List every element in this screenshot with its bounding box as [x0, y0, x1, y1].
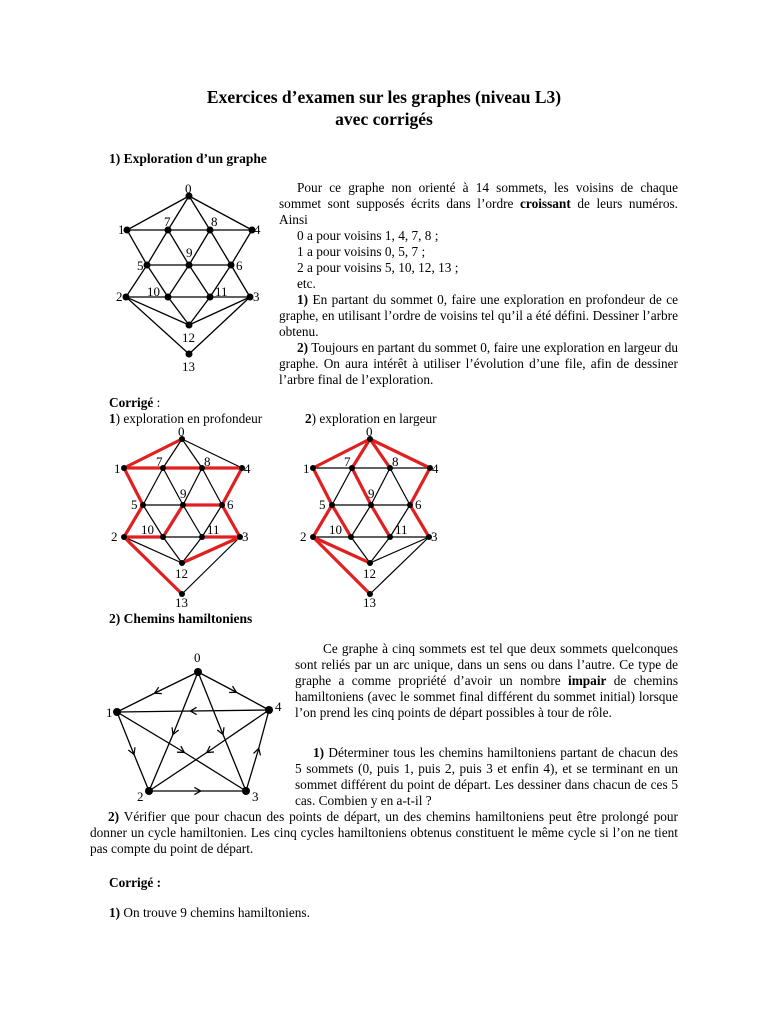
page-subtitle: avec corrigés: [335, 109, 433, 129]
vertex-label: 6: [236, 258, 243, 273]
vertex-label: 10: [329, 522, 342, 537]
vertex-label: 13: [175, 595, 188, 609]
vertex-label: 11: [395, 522, 408, 537]
vertex-label: 1: [114, 461, 121, 476]
vertex-label: 3: [242, 529, 249, 544]
question-2: 2) Toujours en partant du sommet 0, faire une exploration en largeur du graphe. On aura intérêt à utiliser l’évolution d’une file, afin de dessiner l’arbre final de l’exploration.: [279, 340, 678, 387]
question-1: 1) En partant du sommet 0, faire une exploration en profondeur de ce graphe, en utilisant l’ordre de voisins tel qu’il a été défini. Dessiner l’arbre obtenu.: [279, 292, 678, 339]
corrige2-label: Corrigé :: [109, 875, 162, 890]
vertex-label: 9: [368, 486, 375, 501]
vertex-label: 1: [106, 705, 113, 720]
vertex-label: 9: [186, 245, 193, 260]
vertex-label: 10: [147, 284, 160, 299]
vertex-label: 0: [178, 424, 185, 439]
vertex-label: 0: [194, 650, 201, 665]
vertex-label: 5: [319, 497, 326, 512]
section2-heading: 2) Chemins hamiltoniens: [109, 611, 253, 626]
neighbors-etc: etc.: [297, 276, 316, 291]
bfs-graph-figure: [296, 424, 446, 609]
vertex-label: 3: [431, 529, 438, 544]
tournament-arcs: [117, 672, 269, 791]
section2-intro: Ce graphe à cinq sommets est tel que deux sommets quelconques sont reliés par un arc unique, dans un sens ou dans l’autre. Ce type de graphe a comme propriété d’avoir un nombre impair de chemins hamiltoniens (avec le sommet final différent du sommet initial) lorsque l’on prend les cinq points de départ possibles à tour de rôle.: [295, 641, 678, 720]
section1-heading: 1) Exploration d’un graphe: [109, 151, 267, 166]
dfs-graph-figure: [105, 424, 255, 609]
vertex-label: 7: [344, 454, 351, 469]
vertex-label: 8: [392, 454, 399, 469]
vertex-label: 11: [215, 284, 228, 299]
vertex-label: 2: [137, 789, 144, 804]
vertex-label: 5: [131, 497, 138, 512]
neighbors-0: 0 a pour voisins 1, 4, 7, 8 ;: [297, 228, 439, 243]
vertex-label: 1: [303, 461, 310, 476]
vertex-label: 5: [137, 258, 144, 273]
vertex-label: 12: [175, 566, 188, 581]
tournament-graph-figure: [105, 645, 290, 805]
corrige-label: Corrigé :: [109, 395, 161, 410]
vertex-label: 0: [185, 181, 192, 196]
section2-question-1: 1) Déterminer tous les chemins hamiltoniens partant de chacun des 5 sommets (0, puis 1, puis 2, puis 3 et enfin 4), et se terminant en un sommet différent du point de départ. Les dessiner dans chacun de ces 5 cas. Combien y en a-t-il ?: [295, 745, 678, 808]
vertex-label: 11: [207, 522, 220, 537]
vertex-label: 12: [363, 566, 376, 581]
neighbors-1: 1 a pour voisins 0, 5, 7 ;: [297, 244, 426, 259]
neighbors-2: 2 a pour voisins 5, 10, 12, 13 ;: [297, 260, 459, 275]
vertex-label: 3: [252, 789, 259, 804]
section1-text: [279, 180, 678, 388]
vertex-label: 6: [415, 497, 422, 512]
vertex-label: 4: [244, 461, 251, 476]
vertex-label: 3: [253, 289, 260, 304]
section2-question-2: 2) Vérifier que pour chacun des points de départ, un des chemins hamiltoniens peut être prolongé pour donner un cycle hamiltonien. Les cinq cycles hamiltoniens obtenus constituent le même cycle si l’on ne tient pas compte du point de départ.: [90, 809, 678, 856]
graph-figure: [100, 172, 280, 382]
tournament-vertices: [113, 668, 273, 795]
vertex-label: 8: [211, 214, 218, 229]
vertex-label: 8: [204, 454, 211, 469]
answer-1: 1) On trouve 9 chemins hamiltoniens.: [109, 905, 310, 920]
vertex-label: 4: [432, 461, 439, 476]
vertex-label: 10: [141, 522, 154, 537]
vertex-label: 2: [111, 529, 118, 544]
subtitle-bfs: 2) exploration en largeur: [305, 411, 437, 426]
graph-labels: [116, 181, 261, 374]
vertex-label: 7: [156, 454, 163, 469]
intro-paragraph: Pour ce graphe non orienté à 14 sommets, les voisins de chaque sommet sont supposés écrits dans l’ordre croissant de leurs numéros. Ainsi: [279, 180, 678, 227]
subtitle-dfs: 1) exploration en profondeur: [109, 411, 263, 426]
vertex-label: 0: [366, 424, 373, 439]
vertex-label: 12: [182, 330, 195, 345]
vertex-label: 13: [182, 359, 195, 374]
vertex-label: 4: [275, 699, 282, 714]
vertex-label: 13: [363, 595, 376, 609]
vertex-label: 6: [227, 497, 234, 512]
vertex-label: 1: [118, 222, 125, 237]
vertex-label: 9: [180, 486, 187, 501]
page-title: Exercices d’examen sur les graphes (niveau L3): [206, 87, 562, 107]
tournament-labels: [106, 650, 282, 804]
vertex-label: 2: [300, 529, 307, 544]
vertex-label: 7: [164, 214, 171, 229]
vertex-label: 4: [254, 222, 261, 237]
vertex-label: 2: [116, 289, 123, 304]
